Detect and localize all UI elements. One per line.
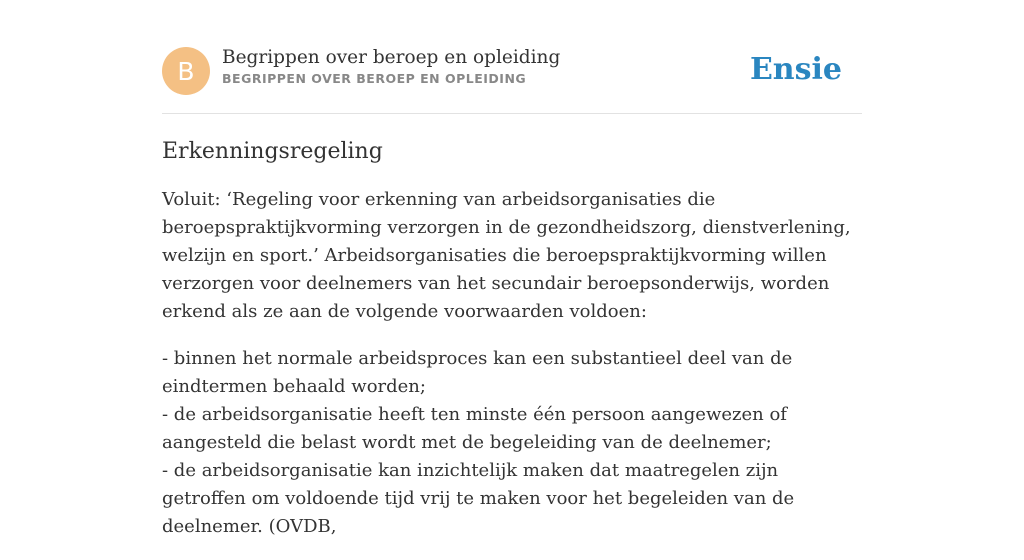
condition-item: - de arbeidsorganisatie heeft ten minste één persoon aangewezen of aangesteld die belast wordt met de begeleiding van de deelnemer; — [162, 404, 787, 453]
source-avatar: B — [162, 47, 210, 95]
condition-item: - de arbeidsorganisatie kan inzichtelijk maken dat maatregelen zijn getroffen om voldoende tijd vrij te maken voor het begeleiden van de deelnemer. (OVDB, — [162, 460, 795, 537]
header-divider — [162, 113, 862, 114]
article-paragraph: Voluit: ‘Regeling voor erkenning van arbeidsorganisaties die beroepspraktijkvorming verzorgen in de gezondheidszorg, dienstverlening, welzijn en sport.’ Arbeidsorganisaties die beroepspraktijkvorming willen verzorgen voor deelnemers van het secundair beroepsonderwijs, worden erkend als ze aan de volgende voorwaarden voldoen: — [162, 189, 851, 322]
source-subtitle[interactable]: BEGRIPPEN OVER BEROEP EN OPLEIDING — [222, 71, 527, 86]
article — [162, 136, 862, 560]
article-title: Erkenningsregeling — [162, 139, 383, 164]
brand-logo[interactable]: Ensie — [749, 52, 842, 87]
source-titles — [222, 46, 560, 86]
condition-item: - binnen het normale arbeidsproces kan een substantieel deel van de eindtermen behaald worden; — [162, 348, 793, 397]
source-title[interactable]: Begrippen over beroep en opleiding — [222, 47, 561, 68]
conditions-list — [162, 345, 862, 541]
source-header — [162, 46, 862, 96]
